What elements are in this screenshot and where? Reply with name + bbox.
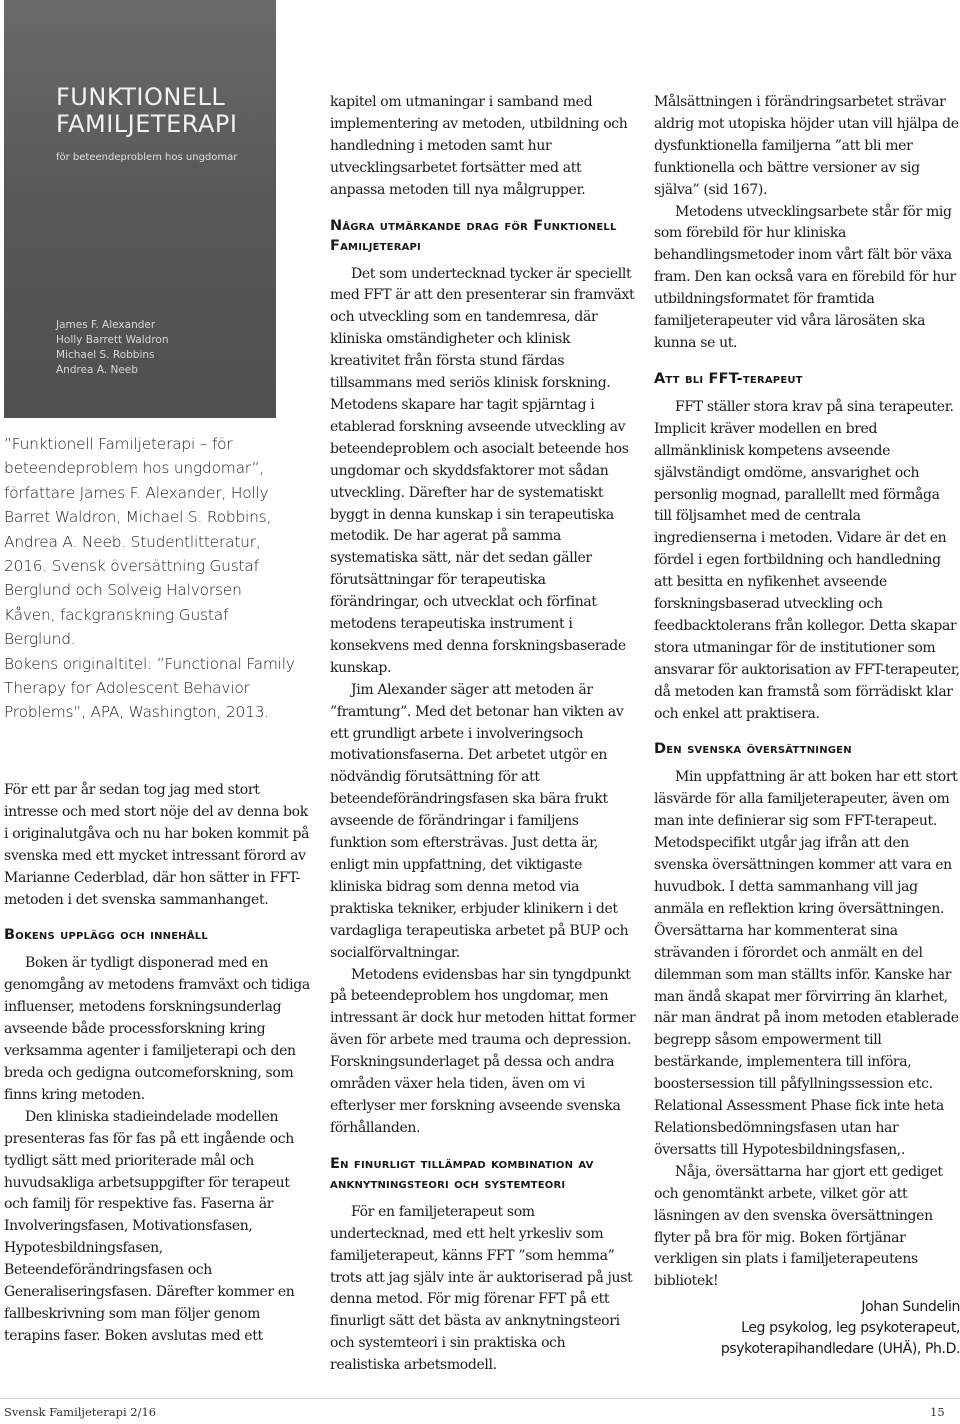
caption-line: författare James F. Alexander, Holly [4,483,269,502]
cover-subtitle: för beteendeproblem hos ungdomar [56,152,238,163]
body-paragraph: Det som undertecknad tycker är speciellt med FFT är att den presenterar sin framväxt och utveckling som en tandemresa, där kliniska omständigheter och klinisk kreativitet från första stund färdas tillsammans med seriös klinisk forskning. Metodens skapare har tagit spjärntag i etablerad forskning avseende utveckling av beteendeproblem och asocialt beteende hos ungdomar och skyddsfaktorer mot sådan utveckling. Därefter har de systematiskt byggt in denna kunskap i sin terapeutiska metodik. De har agerat på samma systematiska sätt, när det sedan gäller förutsättningar för terapeutiska förändringar, och utvecklat och förfinat metodens terapeutiska instrument i konsekvens med denna forskningsbaserade kunskap. [330,265,635,676]
body-paragraph: Målsättningen i förändringsarbetet strävar aldrig mot utopiska höjder utan vill hjälpa de dysfunktionella familjerna ”att bli mer funktionella och bättre versioner av sig själva” (sid 167). [654,94,959,198]
body-paragraph: Boken är tydligt disponerad med en genomgång av metodens framväxt och tidiga influenser, metodens forskningsunderlag avseende både processforskning kring verksamma agenter i familjeterapi och den breda och gedigna outcomeforskning, som finns kring metoden. [4,955,310,1103]
section-heading: Bokens upplägg och innehåll [4,927,208,944]
body-paragraph: För en familjeterapeut som undertecknad, med ett helt yrkesliv som familjeterapeut, känns FFT ”som hemma” trots att jag själv inte är auktoriserad på just denna metod. För mig förenar FFT på ett finurligt sätt det bästa av anknytningsteori och systemteori i sin praktiska och realistiska arbetsmodell. [330,1203,633,1374]
body-paragraph: Metodens evidensbas har sin tyngdpunkt på beteendeproblem hos ungdomar, men intressant är dock hur metoden hittat former även för arbete med trauma och depression. Forskningsunderlaget på dessa och andra områden växer hela tiden, även om vi efterlyser mer forskning avseende svenska förhållanden. [330,966,636,1136]
column-1 [4,780,312,1348]
intro-paragraph: För ett par år sedan tog jag med stort intresse och med stort nöje del av denna bok i originalutgåva och nu har boken kommit på svenska med ett mycket intressant förord av Marianne Cederblad, där hon sätter in FFT-metoden i det svenska sammanhanget. [4,782,310,908]
body-paragraph: kapitel om utmaningar i samband med implementering av metoden, utbildning och handledning i metoden samt hur utvecklingsarbetet fortsätter med att anpassa metoden till nya målgrupper. [330,94,628,198]
caption-line: 2016. Svensk översättning Gustaf [4,557,259,576]
caption-line: Berglund och Solveig Halvorsen [4,581,242,600]
book-cover-image [4,0,276,418]
cover-title-line2: FAMILJETERAPI [56,110,238,138]
signature-title: Leg psykolog, leg psykoterapeut, [741,1320,960,1337]
cover-author: Holly Barrett Waldron [56,334,169,346]
body-paragraph: Min uppfattning är att boken har ett stort läsvärde för alla familjeterapeuter, även om man inte definierar sig som FFT-terapeut. Metodspecifikt utgår jag ifrån att den svenska översättningen kommer att vara en huvudbok. I detta sammanhang vill jag anmäla en reflektion kring översättningen. Översättarna har kommenterat sina strävanden i förordet och anmält en del dilemman som man ställts inför. Kanske har man ändå skapat mer förvirring än klarhet, när man ändrat på inom metoden etablerade begrepp såsom empowerment till bestärkande, implementera till införa, boostersession till påfyllningssession etc. Relational Assessment Phase fick inte heta Relationsbedömningsfasen utan har översatts till Hypotesbildningsfasen,. [654,769,959,1158]
body-paragraph: Nåja, översättarna har gjort ett gediget och genomtänkt arbete, vilket gör att läsningen av den svenska översättningen flyter på bra för mig. Boken förtjänar verkligen sin plats i familjeterapeutens bibliotek! [654,1163,943,1290]
book-caption [4,432,304,725]
cover-author: James F. Alexander [56,319,156,331]
signature-name: Johan Sundelin [861,1299,960,1316]
cover-author: Andrea A. Neeb [56,364,138,376]
footer-journal: Svensk Familjeterapi 2/16 [4,1405,157,1419]
body-paragraph: FFT ställer stora krav på sina terapeuter. Implicit kräver modellen en bred allmänklinisk kompetens avseende självständigt omdöme, ansvarighet och personlig mognad, parallellt med förmåga till följsamhet med de centrala ingredienserna i metoden. Vidare är det en fördel i egen fortbildning och handledning att besitta en nyfikenhet avseende forskningsbaserad utveckling och feedbacktolerans från kollegor. Detta skapar stora utmaningar för de institutioner som ansvarar för auktorisation av FFT-terapeuter, då metoden kan framstå som förrädiskt klar och enkel att praktisera. [654,398,960,722]
caption-line: Bokens originaltitel: ”Functional Family [4,654,295,673]
body-paragraph: Den kliniska stadieindelade modellen presenteras fas för fas på ett ingående och tydligt sätt med prioriterade mål och huvudsakliga arbetsuppgifter för terapeut och familj för respektive fas. Faserna är Involveringsfasen, Motivationsfasen, Hypotesbildningsfasen, Beteendeförändringsfasen och Generaliseringsfasen. Därefter kommer en fallbeskrivning som man följer genom terapins faser. Boken avslutas med ett [4,1108,295,1344]
caption-line: Andrea A. Neeb. Studentlitteratur, [4,532,261,551]
signature-title: psykoterapihandledare (UHÄ), Ph.D. [720,1341,960,1358]
column-2 [330,92,636,1377]
section-heading: Att bli FFT-terapeut [654,370,803,387]
caption-line: beteendeproblem hos ungdomar”, [4,459,265,478]
cover-title [56,84,237,138]
caption-line: ”Funktionell Familjeterapi – för [4,435,233,453]
section-heading: Några utmärkande drag för Funktionell Familjeterapi [330,217,617,254]
cover-author: Michael S. Robbins [56,349,155,361]
column-3 [654,92,960,1360]
caption-line: Problems”, APA, Washington, 2013. [4,703,269,722]
section-heading: Den svenska översättningen [654,741,852,758]
cover-title-line1: FUNKTIONELL [56,83,226,111]
cover-authors [56,318,169,378]
caption-line: Barret Waldron, Michael S. Robbins, [4,508,272,527]
body-paragraph: Metodens utvecklingsarbete står för mig som förebild för hur kliniska behandlingsmetoder inom vårt fält bör växa fram. Den kan också vara en förebild för hur utbildningsformatet för framtida familjeterapeuter vid våra lärosäten ska kunna se ut. [654,203,956,351]
caption-line: Therapy for Adolescent Behavior [4,679,250,698]
section-heading: En finurligt tillämpad kombination av anknytningsteori och systemteori [330,1155,594,1192]
body-paragraph: Jim Alexander säger att metoden är ”framtung”. Med det betonar han vikten av ett grundligt arbete i involveringsoch motivationsfaserna. Det arbetet utgör en nödvändig förutsättning för att beteendeförändringsfasen ska bära frukt avseende de förändringar i familjens funktion som eftersträvas. Just detta är, enligt min uppfattning, det viktigaste kliniska bidrag som denna metod via praktiska tekniker, erbjuder klinikern i det vardagliga terapeutiska arbetet på BUP och socialförvaltningar. [330,681,629,961]
page-number: 15 [930,1405,945,1419]
signature [654,1297,960,1360]
footer-divider [0,1398,960,1399]
caption-line: Kåven, fackgranskning Gustaf Berglund. [4,605,229,649]
